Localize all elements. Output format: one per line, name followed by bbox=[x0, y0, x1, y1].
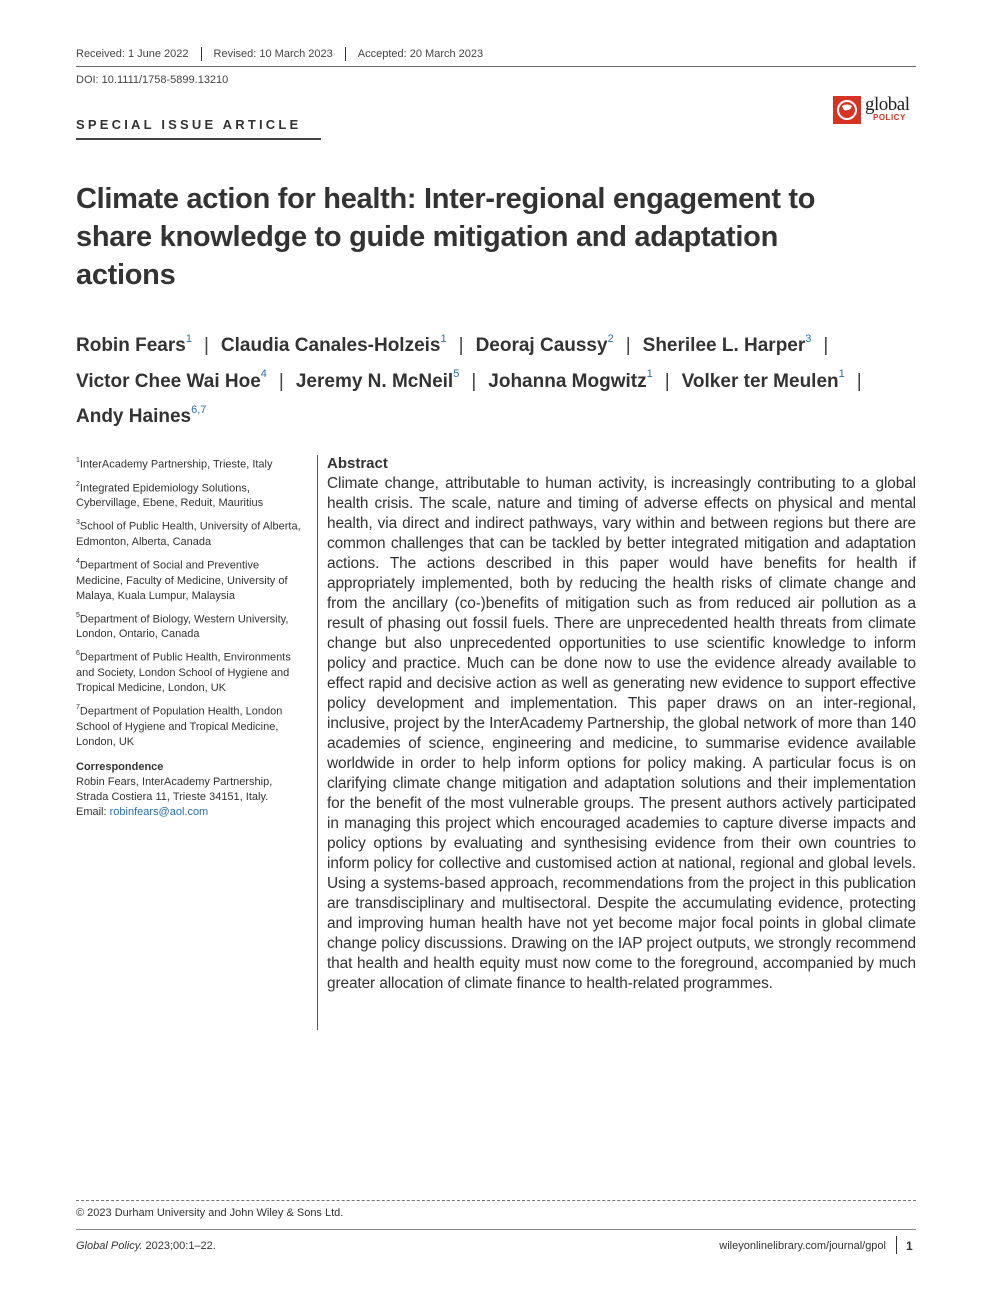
author-separator: | bbox=[823, 335, 829, 357]
page-number: 1 bbox=[906, 1239, 913, 1253]
author[interactable]: Jeremy N. McNeil$^5$ bbox=[295, 368, 460, 392]
author-separator: | bbox=[458, 335, 464, 357]
abstract-heading: Abstract bbox=[327, 455, 388, 472]
abstract-rule bbox=[317, 455, 318, 1030]
publication-dates bbox=[76, 47, 495, 61]
received-date: Received: 1 June 2022 bbox=[76, 48, 189, 60]
correspondence-email: Email: robinfears@aol.com bbox=[76, 805, 209, 818]
affiliation-marker[interactable]: 1 bbox=[185, 333, 192, 345]
affiliation-marker[interactable]: 3 bbox=[805, 333, 812, 345]
affiliation-marker[interactable]: 1 bbox=[440, 333, 447, 345]
author-list bbox=[76, 326, 926, 432]
affiliation-marker[interactable]: 1 bbox=[838, 368, 845, 381]
author[interactable]: Victor Chee Wai Hoe$^4$ bbox=[76, 368, 267, 392]
journal-url[interactable]: wileyonlinelibrary.com/journal/gpol bbox=[719, 1240, 886, 1252]
author-separator: | bbox=[471, 370, 477, 392]
header-divider bbox=[76, 66, 916, 67]
affiliation: $^5$Department of Biology, Western University, London, Ontario, Canada bbox=[76, 611, 289, 641]
logo-subtitle: POLICY bbox=[873, 113, 906, 122]
affiliation: $^1$InterAcademy Partnership, Trieste, Italy bbox=[76, 457, 273, 471]
footer-dashed-divider bbox=[76, 1200, 916, 1201]
footer-separator bbox=[896, 1236, 897, 1254]
affiliation-marker[interactable]: 1 bbox=[646, 368, 653, 381]
affiliation-marker[interactable]: 6,7 bbox=[191, 403, 207, 416]
copyright: © 2023 Durham University and John Wiley & Sons Ltd. bbox=[76, 1207, 344, 1219]
correspondence-address: Robin Fears, InterAcademy Partnership, Strada Costiera 11, Trieste 34151, Italy. bbox=[76, 775, 273, 803]
abstract-text: Climate change, attributable to human activity, is increasingly contributing to a global health crisis. The scale, nature and timing of adverse effects on physical and mental health, via direct and indirect pathways, vary within and between regions but there are common challenges that can be tackled by better integrated mitigation and adaptation actions. The actions described in this paper would have benefits for health if appropriately implemented, both by reducing the health risks of climate change and from the ancillary (co-)benefits of mitigation such as from reduced air pollution as a result of phasing out fossil fuels. There are unprecedented health threats from climate change but also unprecedented opportunities to use scientific knowledge to inform policy and practice. Much can be done now to use the evidence already available to effect rapid and decisive action as well as generating new evidence to support effective policy development and implementation. This paper draws on an inter-regional, inclusive, project by the InterAcademy Partnership, the global network of more than 140 academies of science, engineering and medicine, to summarise evidence available worldwide in order to help inform options for policy making. A particular focus is on clarifying climate change mitigation and adaptation solutions and their implementation for the benefit of the most vulnerable groups. The present authors actively participated in managing this project which encouraged academies to capture diverse impacts and policy options by evaluating and synthesising evidence from their own countries to inform policy for collective and customised action at national, regional and global levels. Using a systems-based approach, recommendations from the project in this publication are transdisciplinary and multisectoral. Despite the accumulating evidence, protecting and improving human health have not yet become major focal points in global climate change policy discussions. Drawing on the IAP project outputs, we strongly recommend that health and health equity must now come to the foreground, accompanied by much greater allocation of climate finance to health-related programmes. bbox=[327, 475, 916, 992]
author[interactable]: Robin Fears$^1$ bbox=[76, 333, 192, 357]
doi[interactable]: DOI: 10.1111/1758-5899.13210 bbox=[76, 74, 229, 86]
affiliation: $^2$Integrated Epidemiology Solutions, Cybervillage, Ebene, Reduit, Mauritius bbox=[76, 480, 264, 510]
author[interactable]: Andy Haines$^{6,7}$ bbox=[76, 403, 207, 427]
author-separator: | bbox=[625, 335, 631, 357]
affiliation: $^7$Department of Population Health, London School of Hygiene and Tropical Medicine, London, UK bbox=[76, 703, 283, 748]
affiliations bbox=[76, 454, 306, 820]
author[interactable]: Volker ter Meulen$^1$ bbox=[681, 368, 845, 392]
global-policy-logo[interactable] bbox=[833, 96, 916, 124]
global-policy-logo-icon bbox=[833, 96, 861, 124]
affiliation: $^3$School of Public Health, University of Alberta, Edmonton, Alberta, Canada bbox=[76, 519, 301, 548]
email-link[interactable]: robinfears@aol.com bbox=[109, 805, 209, 818]
accepted-date: Accepted: 20 March 2023 bbox=[345, 47, 495, 61]
author-separator: | bbox=[664, 370, 670, 392]
logo-wordmark: global bbox=[865, 94, 910, 115]
article-type: SPECIAL ISSUE ARTICLE bbox=[76, 117, 302, 132]
footer-divider bbox=[76, 1229, 916, 1230]
affiliation: $^6$Department of Public Health, Environments and Society, London School of Hygiene and Tropical Medicine, London, UK bbox=[76, 650, 291, 694]
affiliation-marker[interactable]: 2 bbox=[607, 333, 614, 345]
author[interactable]: Johanna Mogwitz$^1$ bbox=[488, 368, 653, 392]
affiliation: $^4$Department of Social and Preventive Medicine, Faculty of Medicine, University of Malaya, Kuala Lumpur, Malaysia bbox=[76, 557, 288, 602]
author-separator: | bbox=[203, 335, 209, 357]
revised-date: Revised: 10 March 2023 bbox=[201, 47, 345, 61]
affiliation-marker[interactable]: 5 bbox=[453, 368, 460, 381]
author[interactable]: Sherilee L. Harper$^3$ bbox=[642, 333, 812, 357]
author-separator: | bbox=[856, 370, 862, 392]
author[interactable]: Claudia Canales-Holzeis$^1$ bbox=[220, 333, 447, 357]
author-separator: | bbox=[278, 370, 284, 392]
author[interactable]: Deoraj Caussy$^2$ bbox=[475, 333, 614, 357]
article-title: Climate action for health: Inter-regional engagement to share knowledge to guide mitigation and adaptation actions bbox=[76, 183, 816, 291]
correspondence-heading: Correspondence bbox=[76, 760, 164, 773]
journal-citation: Global Policy. 2023;00:1–22. bbox=[76, 1240, 216, 1252]
article-type-underline bbox=[76, 138, 321, 140]
affiliation-marker[interactable]: 4 bbox=[260, 368, 267, 381]
